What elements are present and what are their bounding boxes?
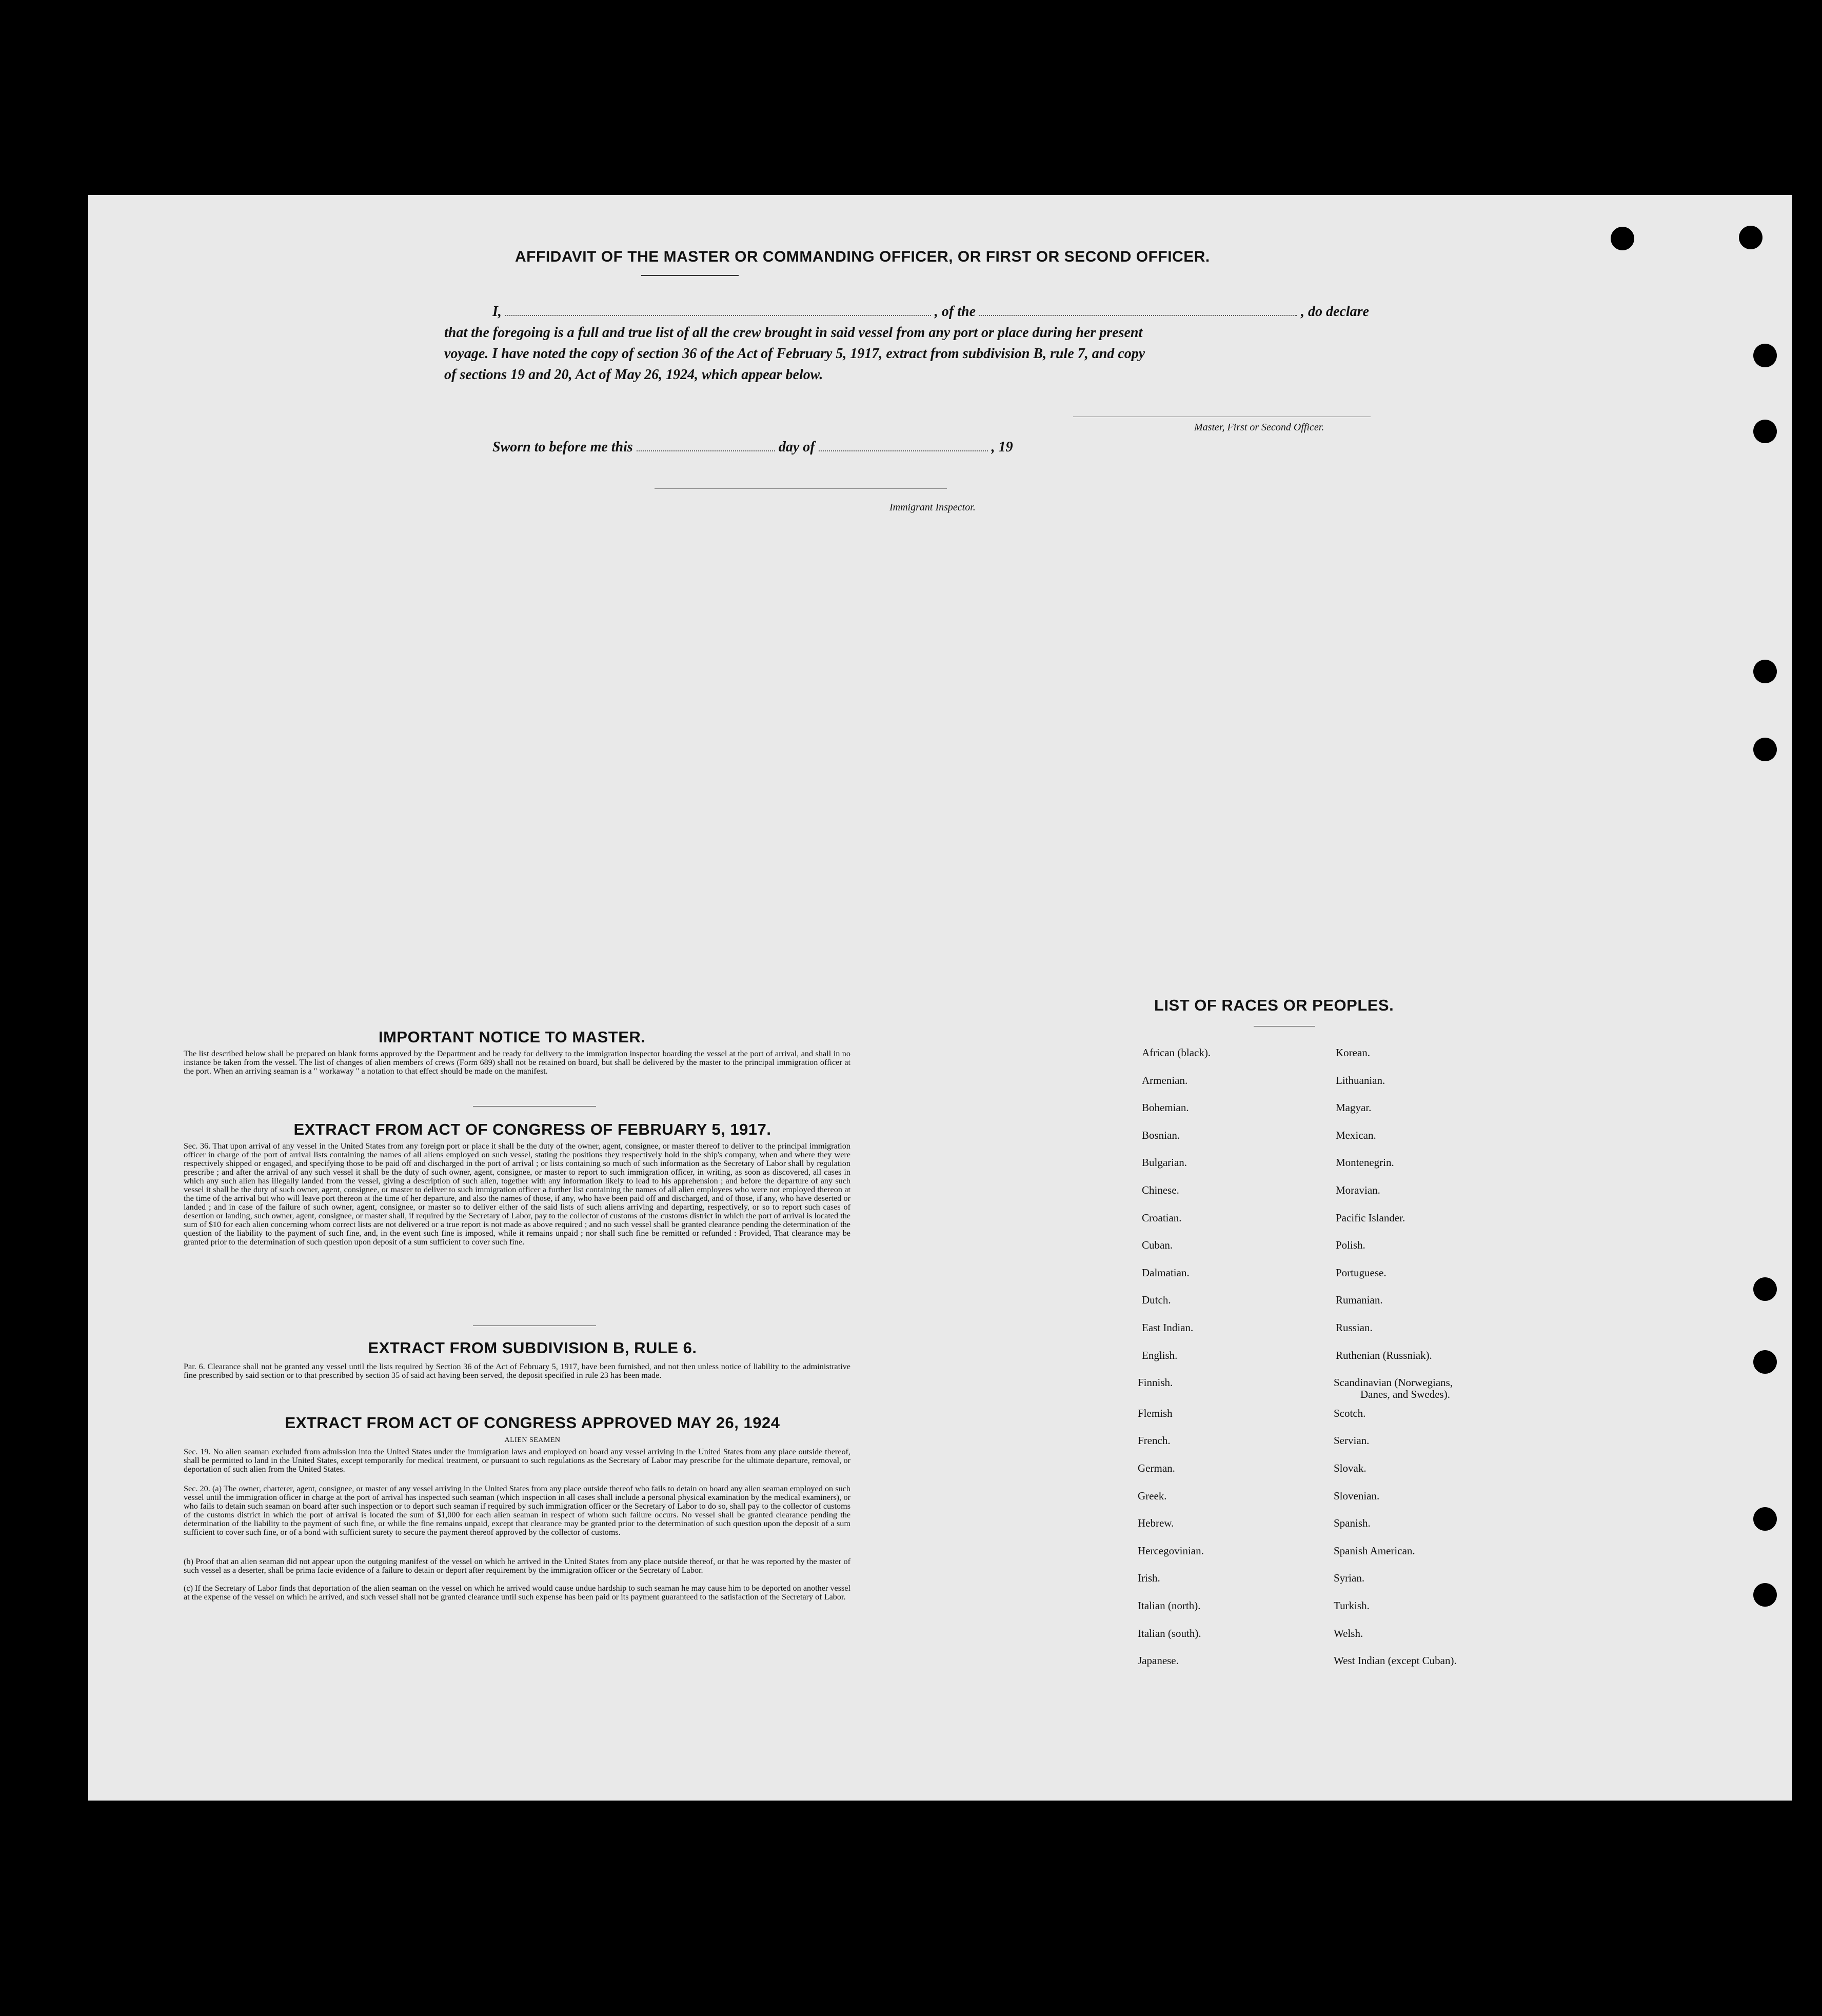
of-the-text: , of the xyxy=(934,304,976,320)
extract-1924-title: EXTRACT FROM ACT OF CONGRESS APPROVED MAY 26, 1924 xyxy=(285,1414,780,1432)
extract-1917-body: Sec. 36. That upon arrival of any vessel in the United States from any foreign port or place it shall be the duty of the owner, agent, consignee, or master thereof to deliver to the principal immigration officer in charge of the port of arrival lists containing the names of all aliens employed on such vessel, stating the positions they respectively hold in the ship's company, when and where they were respectively shipped or engaged, and specifying those to be paid off and discharged in the port of arrival ; or lists containing so much of such information as the Secretary of Labor shall by regulation prescribe ; and after the arrival of any such vessel it shall be the duty of such owner, agent, consignee, or master to report to such immigration officer, in writing, as soon as discovered, all cases in which any such alien has illegally landed from the vessel, giving a description of such alien, together with any information likely to lead to his apprehension ; and before the departure of any such vessel it shall be the duty of such owner, agent, consignee, or master to deliver to such immigration officer a further list containing the names of all alien employees who were not employed thereon at the time of the arrival but who will leave port thereon at the time of her departure, and also the names of those, if any, who have been paid off and discharged, and of those, if any, who have deserted or landed ; and in case of the failure of such owner, agent, consignee, or master so to deliver either of the said lists of such aliens arriving and departing, respectively, or so to report such cases of desertion or landing, such owner, agent, consignee, or master shall, if required by the Secretary of Labor, pay to the collector of customs of the customs district in which the port of arrival is located the sum of $10 for each alien concerning whom correct lists are not delivered or a true report is not made as above required ; and no such vessel shall be granted clearance pending the determination of the question of the liability to the payment of such fine, and, in the event such fine is imposed, while it remains unpaid ; nor shall such fine be remitted or refunded : Provided, That clearance may be granted prior to the determination of such question upon deposit of a sum sufficient to cover such fine. xyxy=(184,1141,850,1247)
race-item: Finnish. xyxy=(1138,1376,1173,1389)
do-declare-text: , do declare xyxy=(1301,304,1369,320)
race-item: Pacific Islander. xyxy=(1336,1211,1405,1224)
affidavit-line-2: that the foregoing is a full and true list of all the crew brought in said vessel from any port or place during her present xyxy=(444,325,1143,341)
race-item: Italian (south). xyxy=(1138,1627,1201,1639)
race-item: Japanese. xyxy=(1138,1654,1179,1667)
subdivision-b-body: Par. 6. Clearance shall not be granted any vessel until the lists required by Section 36 of the Act of February 5, 1917, have been furnished, and not then unless notice of liability to the administrative fine prescribed by said section or to that prescribed by section 35 of said act having been served, the deposit specified in rule 23 has been made. xyxy=(184,1362,850,1380)
race-item: Irish. xyxy=(1138,1572,1160,1585)
affidavit-line-1 xyxy=(492,304,1369,320)
subdivision-b-title: EXTRACT FROM SUBDIVISION B, RULE 6. xyxy=(368,1339,697,1357)
punch-hole xyxy=(1753,660,1777,683)
punch-hole xyxy=(1753,1350,1777,1374)
sworn-line xyxy=(492,439,1013,456)
race-item: Montenegrin. xyxy=(1336,1156,1394,1169)
sworn-day-field[interactable] xyxy=(637,450,775,451)
race-item: Syrian. xyxy=(1334,1572,1365,1585)
vessel-field[interactable] xyxy=(979,315,1297,316)
race-item: West Indian (except Cuban). xyxy=(1334,1654,1457,1667)
race-item: Lithuanian. xyxy=(1336,1074,1385,1086)
race-item: Italian (north). xyxy=(1138,1599,1201,1612)
race-item: African (black). xyxy=(1142,1046,1211,1059)
i-prefix: I, xyxy=(492,304,502,320)
name-field[interactable] xyxy=(505,315,931,316)
race-scandinavian-continued: Danes, and Swedes). xyxy=(1360,1388,1450,1400)
alien-seamen-subtitle: ALIEN SEAMEN xyxy=(504,1436,561,1444)
race-item: Magyar. xyxy=(1336,1101,1372,1114)
race-item: Moravian. xyxy=(1336,1184,1380,1196)
day-of-text: day of xyxy=(778,439,815,455)
punch-hole xyxy=(1753,1583,1777,1607)
sworn-month-field[interactable] xyxy=(819,450,988,451)
race-item: German. xyxy=(1138,1462,1175,1474)
race-item: Flemish xyxy=(1138,1407,1173,1419)
notice-title: IMPORTANT NOTICE TO MASTER. xyxy=(379,1028,646,1046)
race-item: Scandinavian (Norwegians, xyxy=(1334,1376,1453,1389)
master-label: Master, First or Second Officer. xyxy=(1194,422,1324,433)
sworn-prefix: Sworn to before me this xyxy=(492,439,633,455)
affidavit-line-4: of sections 19 and 20, Act of May 26, 1924, which appear below. xyxy=(444,367,823,383)
extract-1917-title: EXTRACT FROM ACT OF CONGRESS OF FEBRUARY 5, 1917. xyxy=(293,1120,771,1138)
race-item: Cuban. xyxy=(1142,1239,1173,1252)
race-item: Chinese. xyxy=(1142,1184,1179,1196)
extract-1924-sec19: Sec. 19. No alien seaman excluded from admission into the United States under the immigration laws and employed on board any vessel arriving in the United States from any place outside thereof, shall be permitted to land in the United States, except temporarily for medical treatment, or pursuant to such regulations as the Secretary of Labor may prescribe for the ultimate departure, removal, or deportation of such alien from the United States. xyxy=(184,1447,850,1474)
races-title: LIST OF RACES OR PEOPLES. xyxy=(1154,996,1394,1014)
race-item: English. xyxy=(1142,1349,1178,1361)
race-item: Armenian. xyxy=(1142,1074,1188,1086)
inspector-signature-line[interactable] xyxy=(655,488,947,489)
race-item: Servian. xyxy=(1334,1434,1370,1447)
extract-1924-sec20c: (c) If the Secretary of Labor finds that deportation of the alien seaman on the vessel on which he arrived would cause undue hardship to such seaman he may cause him to be deported on another vessel at the expense of the vessel on which he arrived, and such vessel shall not be granted clearance until such expense has been paid or its payment guaranteed to the satisfaction of the Secretary of Labor. xyxy=(184,1584,850,1602)
race-item: Mexican. xyxy=(1336,1129,1376,1141)
race-item: Portuguese. xyxy=(1336,1266,1387,1279)
affidavit-line-3: voyage. I have noted the copy of section 36 of the Act of February 5, 1917, extract from subdivision B, rule 7, and copy xyxy=(444,346,1145,362)
notice-body: The list described below shall be prepared on blank forms approved by the Department and be ready for delivery to the immigration inspector boarding the vessel at the port of arrival, and shall in no instance be taken from the vessel. The list of changes of alien members of crews (Form 689) shall not be retained on board, but shall be delivered by the master to the principal immigration officer at the port. When an arriving seaman is a " workaway " a notation to that effect should be made on the manifest. xyxy=(184,1049,850,1076)
race-item: Slovenian. xyxy=(1334,1489,1380,1502)
punch-hole xyxy=(1739,226,1762,249)
affidavit-title: AFFIDAVIT OF THE MASTER OR COMMANDING OFFICER, OR FIRST OR SECOND OFFICER. xyxy=(515,248,1210,265)
race-item: Dalmatian. xyxy=(1142,1266,1190,1279)
race-item: Bosnian. xyxy=(1142,1129,1180,1141)
punch-hole xyxy=(1753,1507,1777,1531)
punch-hole xyxy=(1753,738,1777,761)
inspector-label: Immigrant Inspector. xyxy=(889,502,976,513)
race-item: Korean. xyxy=(1336,1046,1371,1059)
race-item: Polish. xyxy=(1336,1239,1365,1252)
punch-hole xyxy=(1753,420,1777,443)
extract-1924-sec20a: Sec. 20. (a) The owner, charterer, agent, consignee, or master of any vessel arriving in the United States from any place outside thereof who fails to detain on board any alien seaman employed on such vessel until the immigration officer in charge at the port of arrival has inspected such seaman (which inspection in all cases shall include a personal physical examination by the medical examiners), or who fails to detain such seaman on board after such inspection or to deport such seaman if required by such immigration officer or the Secretary of Labor to do so, shall pay to the collector of customs of the customs district in which the port of arrival is located the sum of $1,000 for each alien seaman in respect of whom such failure occurs. No vessel shall be granted clearance pending the determination of the liability to the payment of such fine, or while the fine remains unpaid, except that clearance may be granted prior to the determination of such question upon the deposit of a sum sufficient to cover such fine, or of a bond with sufficient surety to secure the payment thereof approved by the collector of customs. xyxy=(184,1484,850,1537)
race-item: Turkish. xyxy=(1334,1599,1370,1612)
year-suffix: , 19 xyxy=(991,439,1013,455)
race-item: Spanish American. xyxy=(1334,1544,1415,1557)
punch-hole xyxy=(1753,1277,1777,1301)
title-divider xyxy=(641,275,739,276)
race-item: Dutch. xyxy=(1142,1294,1171,1307)
race-item: Scotch. xyxy=(1334,1407,1366,1419)
race-item: Bohemian. xyxy=(1142,1101,1189,1114)
race-item: Rumanian. xyxy=(1336,1294,1383,1307)
punch-hole xyxy=(1611,227,1634,250)
race-item: Hercegovinian. xyxy=(1138,1544,1204,1557)
document-page xyxy=(88,195,1792,1801)
race-item: Ruthenian (Russniak). xyxy=(1336,1349,1432,1361)
race-item: Russian. xyxy=(1336,1321,1373,1334)
race-item: Croatian. xyxy=(1142,1211,1182,1224)
race-item: Spanish. xyxy=(1334,1517,1371,1530)
extract-1924-sec20b: (b) Proof that an alien seaman did not appear upon the outgoing manifest of the vessel on which he arrived in the United States from any place outside thereof, or that he was reported by the master of such vessel as a deserter, shall be prima facie evidence of a failure to detain or deport after requirement by the immigration officer or the Secretary of Labor. xyxy=(184,1557,850,1575)
race-item: Hebrew. xyxy=(1138,1517,1174,1530)
race-item: Bulgarian. xyxy=(1142,1156,1187,1169)
race-item: East Indian. xyxy=(1142,1321,1194,1334)
race-item: Slovak. xyxy=(1334,1462,1366,1474)
race-item: Welsh. xyxy=(1334,1627,1363,1639)
punch-hole xyxy=(1753,344,1777,367)
race-item: French. xyxy=(1138,1434,1171,1447)
race-item: Greek. xyxy=(1138,1489,1167,1502)
